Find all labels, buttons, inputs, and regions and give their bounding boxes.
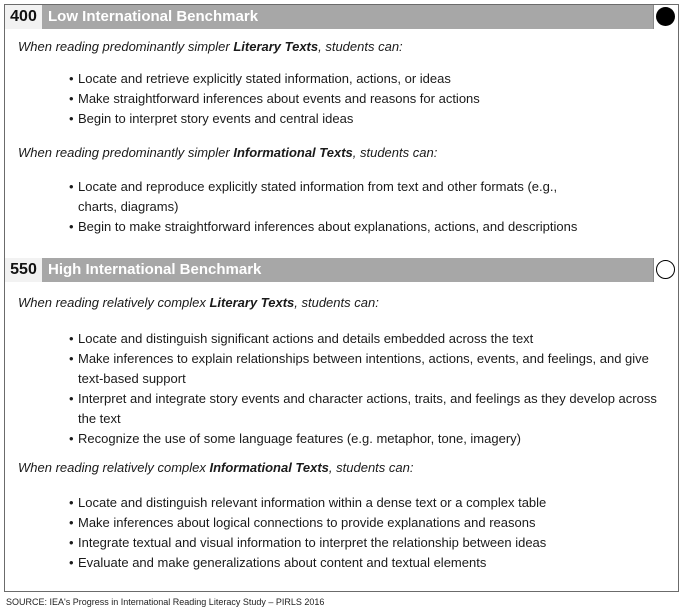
list-item: • Begin to make straightforward inferences about explanations, actions, and descriptions [69,217,678,237]
informational-list-550 [69,493,669,573]
benchmark-score: 550 [5,258,44,282]
source-note: SOURCE: IEA's Progress in International Reading Literacy Study – PIRLS 2016 [6,597,325,607]
benchmark-header-550 [5,258,678,282]
hollow-circle-icon [656,260,675,279]
literary-list-550 [69,329,669,449]
informational-intro-400: When reading predominantly simpler Informational Texts, students can: [18,145,438,160]
list-item: • Evaluate and make generalizations about content and textual elements [69,553,669,573]
list-item: • Interpret and integrate story events and character actions, traits, and feelings as they develop across the text [69,389,669,429]
filled-circle-icon [656,7,675,26]
benchmark-table [4,4,679,592]
list-item: • Make inferences about logical connections to provide explanations and reasons [69,513,669,533]
benchmark-title: Low International Benchmark [48,8,259,25]
list-item: • Locate and reproduce explicitly stated information from text and other formats (e.g., charts, diagrams) [69,177,589,217]
informational-list-400 [69,177,589,237]
list-item: • Recognize the use of some language features (e.g. metaphor, tone, imagery) [69,429,669,449]
literary-intro-550: When reading relatively complex Literary Texts, students can: [18,295,379,310]
benchmark-title: High International Benchmark [48,261,262,278]
informational-intro-550: When reading relatively complex Informational Texts, students can: [18,460,414,475]
benchmark-score: 400 [5,5,44,29]
list-item: • Make straightforward inferences about events and reasons for actions [69,89,480,109]
list-item: • Locate and retrieve explicitly stated information, actions, or ideas [69,69,480,89]
benchmark-marker-box [653,5,678,29]
list-item: • Make inferences to explain relationships between intentions, actions, events, and feelings, and give text-based support [69,349,669,389]
benchmark-marker-box [653,258,678,282]
literary-list-400 [69,69,480,129]
list-item: • Locate and distinguish significant actions and details embedded across the text [69,329,669,349]
benchmark-header-400 [5,5,678,29]
list-item: • Integrate textual and visual information to interpret the relationship between ideas [69,533,669,553]
literary-intro-400: When reading predominantly simpler Literary Texts, students can: [18,39,403,54]
list-item: • Locate and distinguish relevant information within a dense text or a complex table [69,493,669,513]
list-item: • Begin to interpret story events and central ideas [69,109,480,129]
